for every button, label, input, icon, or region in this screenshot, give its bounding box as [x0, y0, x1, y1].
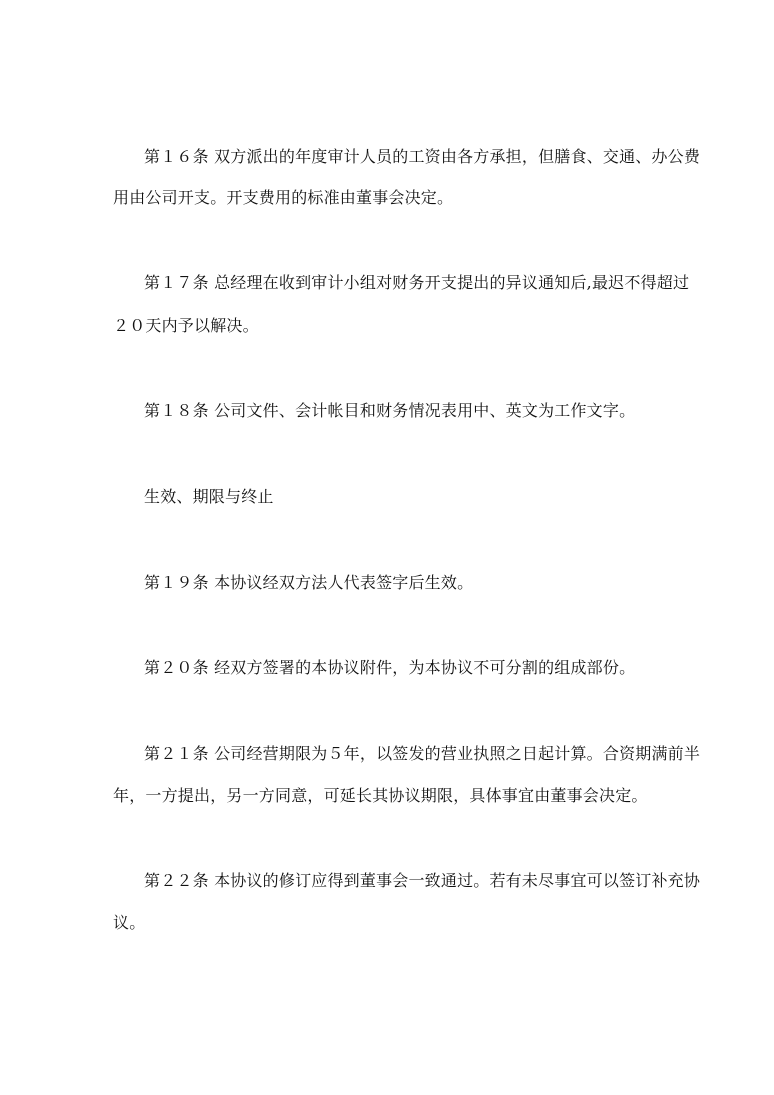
- article-17-line-2: ２０天内予以解决。: [113, 316, 259, 335]
- article-19-line-1: 第１９条 本协议经双方法人代表签字后生效。: [144, 573, 474, 592]
- article-18-line-1: 第１８条 公司文件、会计帐目和财务情况表用中、英文为工作文字。: [144, 401, 636, 420]
- article-16-line-2: 用由公司开支。开支费用的标准由董事会决定。: [113, 188, 454, 207]
- article-17-line-1: 第１７条 总经理在收到审计小组对财务开支提出的异议通知后,最迟不得超过: [144, 273, 690, 292]
- article-16-line-1: 第１６条 双方派出的年度审计人员的工资由各方承担，但膳食、交通、办公费: [144, 147, 701, 166]
- article-21-line-2: 年，一方提出，另一方同意，可延长其协议期限，具体事宜由董事会决定。: [113, 786, 648, 805]
- article-21-line-1: 第２１条 公司经营期限为５年，以签发的营业执照之日起计算。合资期满前半: [144, 744, 701, 763]
- section-heading: 生效、期限与终止: [144, 487, 274, 506]
- article-22-line-2: 议。: [113, 913, 146, 932]
- article-22-line-1: 第２２条 本协议的修订应得到董事会一致通过。若有未尽事宜可以签订补充协: [144, 871, 701, 890]
- article-20-line-1: 第２０条 经双方签署的本协议附件，为本协议不可分割的组成部份。: [144, 658, 636, 677]
